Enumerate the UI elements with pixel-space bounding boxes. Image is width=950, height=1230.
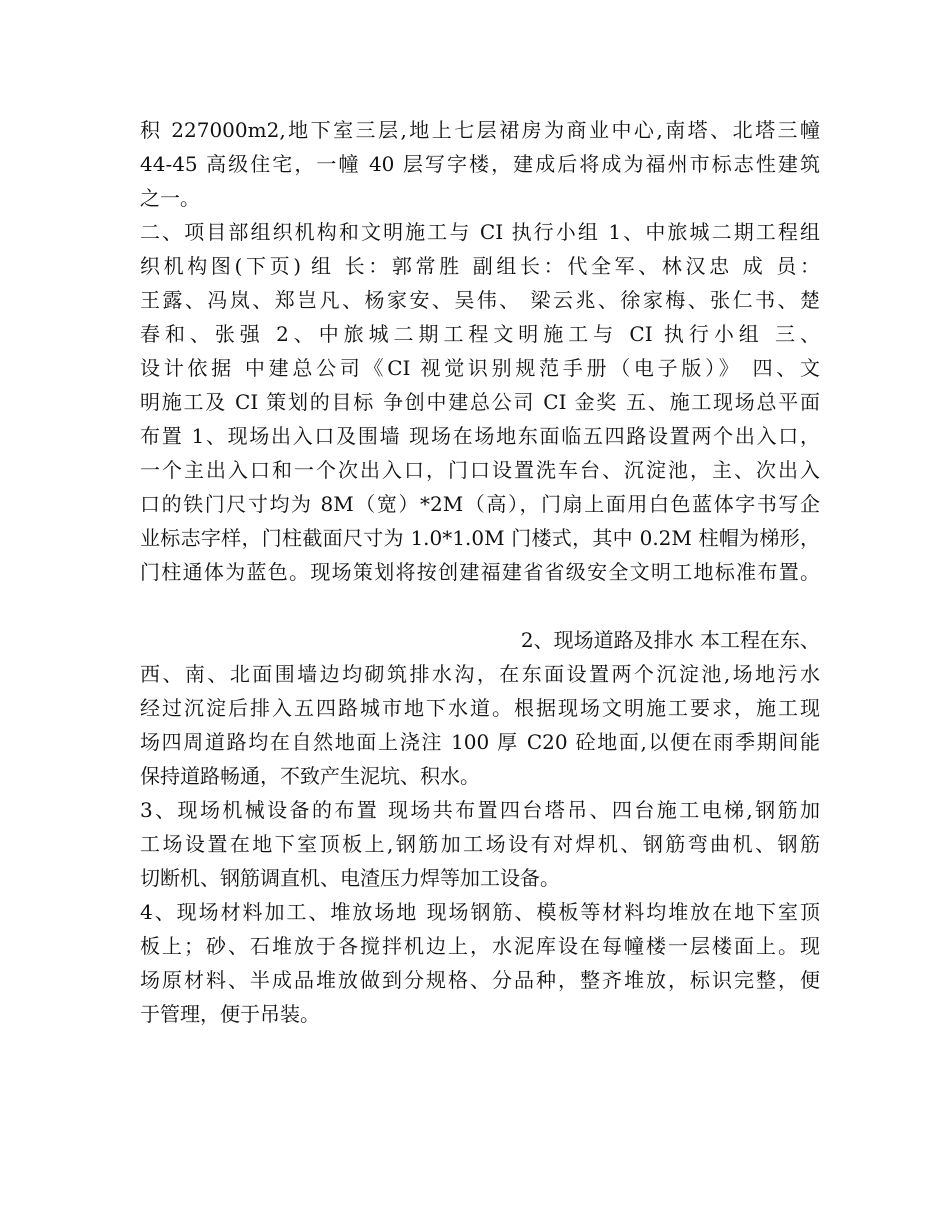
text-line: 于管理，便于吊装。 xyxy=(140,1002,320,1026)
text-line: 业标志字样，门柱截面尺寸为 1.0*1.0M 门楼式，其中 0.2M 柱帽为梯形， xyxy=(140,526,820,550)
text-line: 一个主出入口和一个次出入口，门口设置洗车台、沉淀池，主、次出入 xyxy=(140,458,820,482)
document-body xyxy=(140,113,820,1031)
text-line: 3、现场机械设备的布置 现场共布置四台塔吊、四台施工电梯,钢筋加 xyxy=(140,798,820,822)
text-line: 积 227000m2,地下室三层,地上七层裙房为商业中心,南塔、北塔三幢 xyxy=(140,118,820,142)
text-line: 44-45 高级住宅，一幢 40 层写字楼，建成后将成为福州市标志性建筑 xyxy=(140,152,820,176)
text-line: 2、现场道路及排水 本工程在东、 xyxy=(520,628,820,652)
text-line: 场原材料、半成品堆放做到分规格、分品种，整齐堆放，标识完整，便 xyxy=(140,968,820,992)
blank-line xyxy=(140,589,820,623)
text-line: 板上；砂、石堆放于各搅拌机边上，水泥库设在每幢楼一层楼面上。现 xyxy=(140,934,820,958)
text-line: 西、南、北面围墙边均砌筑排水沟，在东面设置两个沉淀池,场地污水 xyxy=(140,662,820,686)
text-line: 织机构图(下页) 组 长：郭常胜 副组长：代全军、林汉忠 成 员： xyxy=(140,254,820,278)
text-line: 设计依据 中建总公司《CI 视觉识别规范手册（电子版）》 四、文 xyxy=(140,356,820,380)
text-line: 明施工及 CI 策划的目标 争创中建总公司 CI 金奖 五、施工现场总平面 xyxy=(140,390,820,414)
text-line: 经过沉淀后排入五四路城市地下水道。根据现场文明施工要求，施工现 xyxy=(140,696,820,720)
text-line: 口的铁门尺寸均为 8M（宽）*2M（高），门扇上面用白色蓝体字书写企 xyxy=(140,492,820,516)
text-line: 工场设置在地下室顶板上,钢筋加工场设有对焊机、钢筋弯曲机、钢筋 xyxy=(140,832,820,856)
text-line: 场四周道路均在自然地面上浇注 100 厚 C20 砼地面,以便在雨季期间能 xyxy=(140,730,820,754)
text-line: 门柱通体为蓝色。现场策划将按创建福建省省级安全文明工地标准布置。 xyxy=(140,560,820,584)
text-line: 王露、冯岚、郑岂凡、杨家安、吴伟、 梁云兆、徐家梅、张仁书、楚 xyxy=(140,288,820,312)
text-line: 4、现场材料加工、堆放场地 现场钢筋、模板等材料均堆放在地下室顶 xyxy=(140,900,820,924)
text-line: 之一。 xyxy=(140,186,200,210)
text-line: 布置 1、现场出入口及围墙 现场在场地东面临五四路设置两个出入口， xyxy=(140,424,820,448)
text-line: 切断机、钢筋调直机、电渣压力焊等加工设备。 xyxy=(140,866,560,890)
text-line: 保持道路畅通，不致产生泥坑、积水。 xyxy=(140,764,480,788)
text-line: 二、项目部组织机构和文明施工与 CI 执行小组 1、中旅城二期工程组 xyxy=(140,220,820,244)
text-line: 春和、张强 2、中旅城二期工程文明施工与 CI 执行小组 三、 xyxy=(140,322,820,346)
